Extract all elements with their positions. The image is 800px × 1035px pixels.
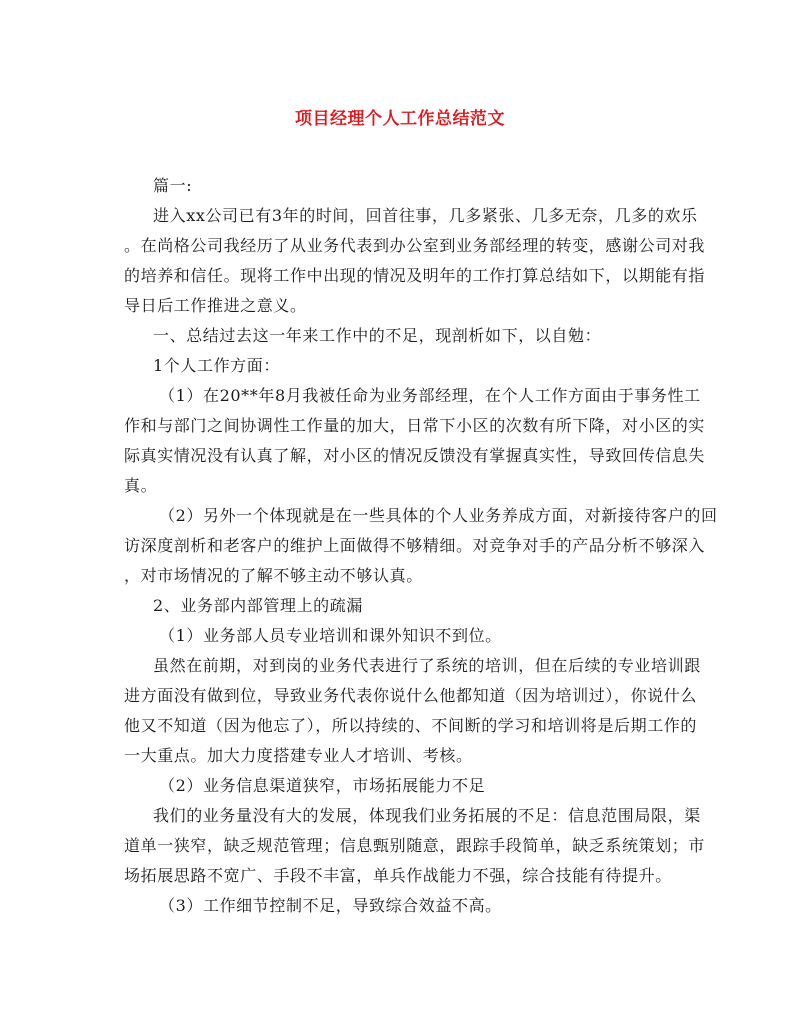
paragraph-line: （2）另外一个体现就是在一些具体的个人业务养成方面，对新接待客户的回 bbox=[159, 506, 718, 525]
paragraph-line: （1）业务部人员专业培训和课外知识不到位。 bbox=[159, 626, 502, 645]
paragraph-line: 导日后工作推进之意义。 bbox=[124, 296, 307, 315]
paragraph-line: （3）工作细节控制不足，导致综合效益不高。 bbox=[159, 896, 502, 915]
paragraph-line: 的培养和信任。现将工作中出现的情况及明年的工作打算总结如下，以期能有指 bbox=[124, 266, 706, 285]
paragraph-line: 作和与部门之间协调性工作量的加大，日常下小区的次数有所下降，对小区的实 bbox=[124, 416, 706, 435]
paragraph-line: 一、总结过去这一年来工作中的不足，现剖析如下，以自勉： bbox=[153, 326, 602, 345]
paragraph-line: 真。 bbox=[124, 476, 158, 495]
paragraph-line: 一大重点。加大力度搭建专业人才培训、考核。 bbox=[124, 746, 473, 765]
paragraph-line: 他又不知道（因为他忘了），所以持续的、不间断的学习和培训将是后期工作的 bbox=[124, 716, 698, 735]
paragraph-line: 际真实情况没有认真了解，对小区的情况反馈没有掌握真实性，导致回传信息失 bbox=[124, 446, 706, 465]
paragraph-line: 访深度剖析和老客户的维护上面做得不够精细。对竞争对手的产品分析不够深入 bbox=[124, 536, 706, 555]
paragraph-line: 进入xx公司已有3年的时间，回首往事，几多紧张、几多无奈，几多的欢乐 bbox=[153, 206, 698, 225]
document-title: 项目经理个人工作总结范文 bbox=[295, 109, 505, 129]
paragraph-line: 1个人工作方面： bbox=[153, 356, 280, 375]
paragraph-line: 虽然在前期，对到岗的业务代表进行了系统的培训，但在后续的专业培训跟 bbox=[153, 656, 701, 675]
document-body bbox=[124, 171, 718, 921]
paragraph-line: （2）业务信息渠道狭窄，市场拓展能力不足 bbox=[159, 776, 486, 795]
paragraph-line: 。在尚格公司我经历了从业务代表到办公室到业务部经理的转变，感谢公司对我 bbox=[124, 236, 706, 255]
paragraph-line: 场拓展思路不宽广、手段不丰富，单兵作战能力不强，综合技能有待提升。 bbox=[124, 866, 672, 885]
paragraph-line: 道单一狭窄，缺乏规范管理；信息甄别随意，跟踪手段简单，缺乏系统策划；市 bbox=[124, 836, 706, 855]
paragraph-line: 篇一: bbox=[153, 176, 193, 195]
paragraph-line: 进方面没有做到位，导致业务代表你说什么他都知道（因为培训过），你说什么 bbox=[124, 686, 698, 705]
paragraph-line: （1）在20**年8月我被任命为业务部经理，在个人工作方面由于事务性工 bbox=[159, 386, 701, 405]
paragraph-line: ，对市场情况的了解不够主动不够认真。 bbox=[124, 566, 423, 585]
paragraph-line: 2、业务部内部管理上的疏漏 bbox=[153, 596, 363, 615]
paragraph-line: 我们的业务量没有大的发展，体现我们业务拓展的不足：信息范围局限，渠 bbox=[153, 806, 701, 825]
